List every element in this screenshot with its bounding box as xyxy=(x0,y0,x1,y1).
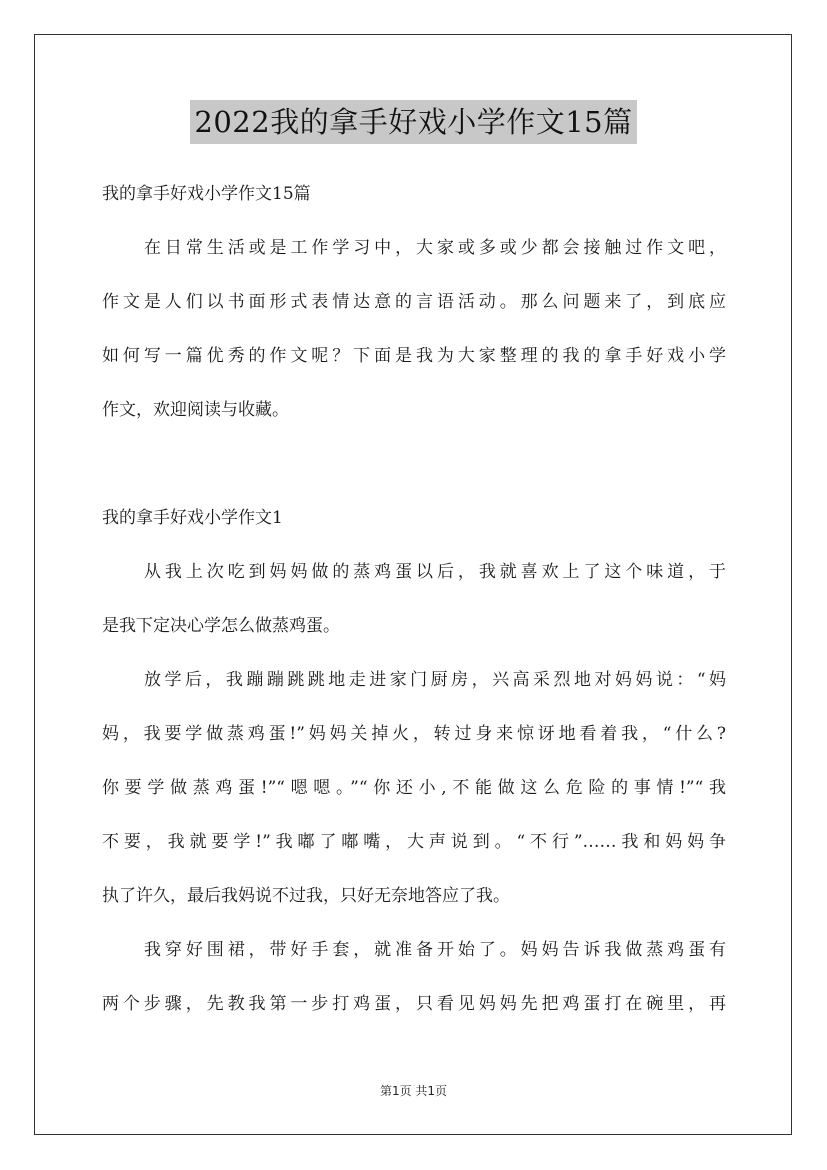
page-footer: 第1页 共1页 xyxy=(379,1084,448,1098)
paragraph-line: 不要，我就要学!”我嘟了嘟嘴，大声说到。“不行”……我和妈妈争 xyxy=(102,832,726,852)
section-heading: 我的拿手好戏小学作文1 xyxy=(102,508,283,528)
intro-line: 作文是人们以书面形式表情达意的言语活动。那么问题来了，到底应 xyxy=(102,292,726,312)
paragraph-line: 两个步骤，先教我第一步打鸡蛋，只看见妈妈先把鸡蛋打在碗里，再 xyxy=(102,994,726,1014)
paragraph-line: 是我下定决心学怎么做蒸鸡蛋。 xyxy=(102,616,340,636)
paragraph-line: 执了许久，最后我妈说不过我，只好无奈地答应了我。 xyxy=(102,886,510,906)
paragraph-line: 放学后，我蹦蹦跳跳地走进家门厨房，兴高采烈地对妈妈说：“妈 xyxy=(144,670,726,690)
paragraph-line: 你要学做蒸鸡蛋!”“嗯嗯。”“你还小,不能做这么危险的事情!”“我 xyxy=(102,778,726,798)
intro-line: 作文，欢迎阅读与收藏。 xyxy=(102,400,289,420)
intro-line: 如何写一篇优秀的作文呢？下面是我为大家整理的我的拿手好戏小学 xyxy=(102,346,726,366)
paragraph-line: 我穿好围裙，带好手套，就准备开始了。妈妈告诉我做蒸鸡蛋有 xyxy=(144,940,726,960)
intro-line: 在日常生活或是工作学习中，大家或多或少都会接触过作文吧， xyxy=(144,238,726,258)
document-title: 2022我的拿手好戏小学作文15篇 xyxy=(190,100,636,144)
paragraph-line: 妈，我要学做蒸鸡蛋!”妈妈关掉火，转过身来惊讶地看着我，“什么? xyxy=(102,724,726,744)
subtitle: 我的拿手好戏小学作文15篇 xyxy=(102,184,311,204)
paragraph-line: 从我上次吃到妈妈做的蒸鸡蛋以后，我就喜欢上了这个味道，于 xyxy=(144,562,726,582)
title-container xyxy=(0,100,827,144)
